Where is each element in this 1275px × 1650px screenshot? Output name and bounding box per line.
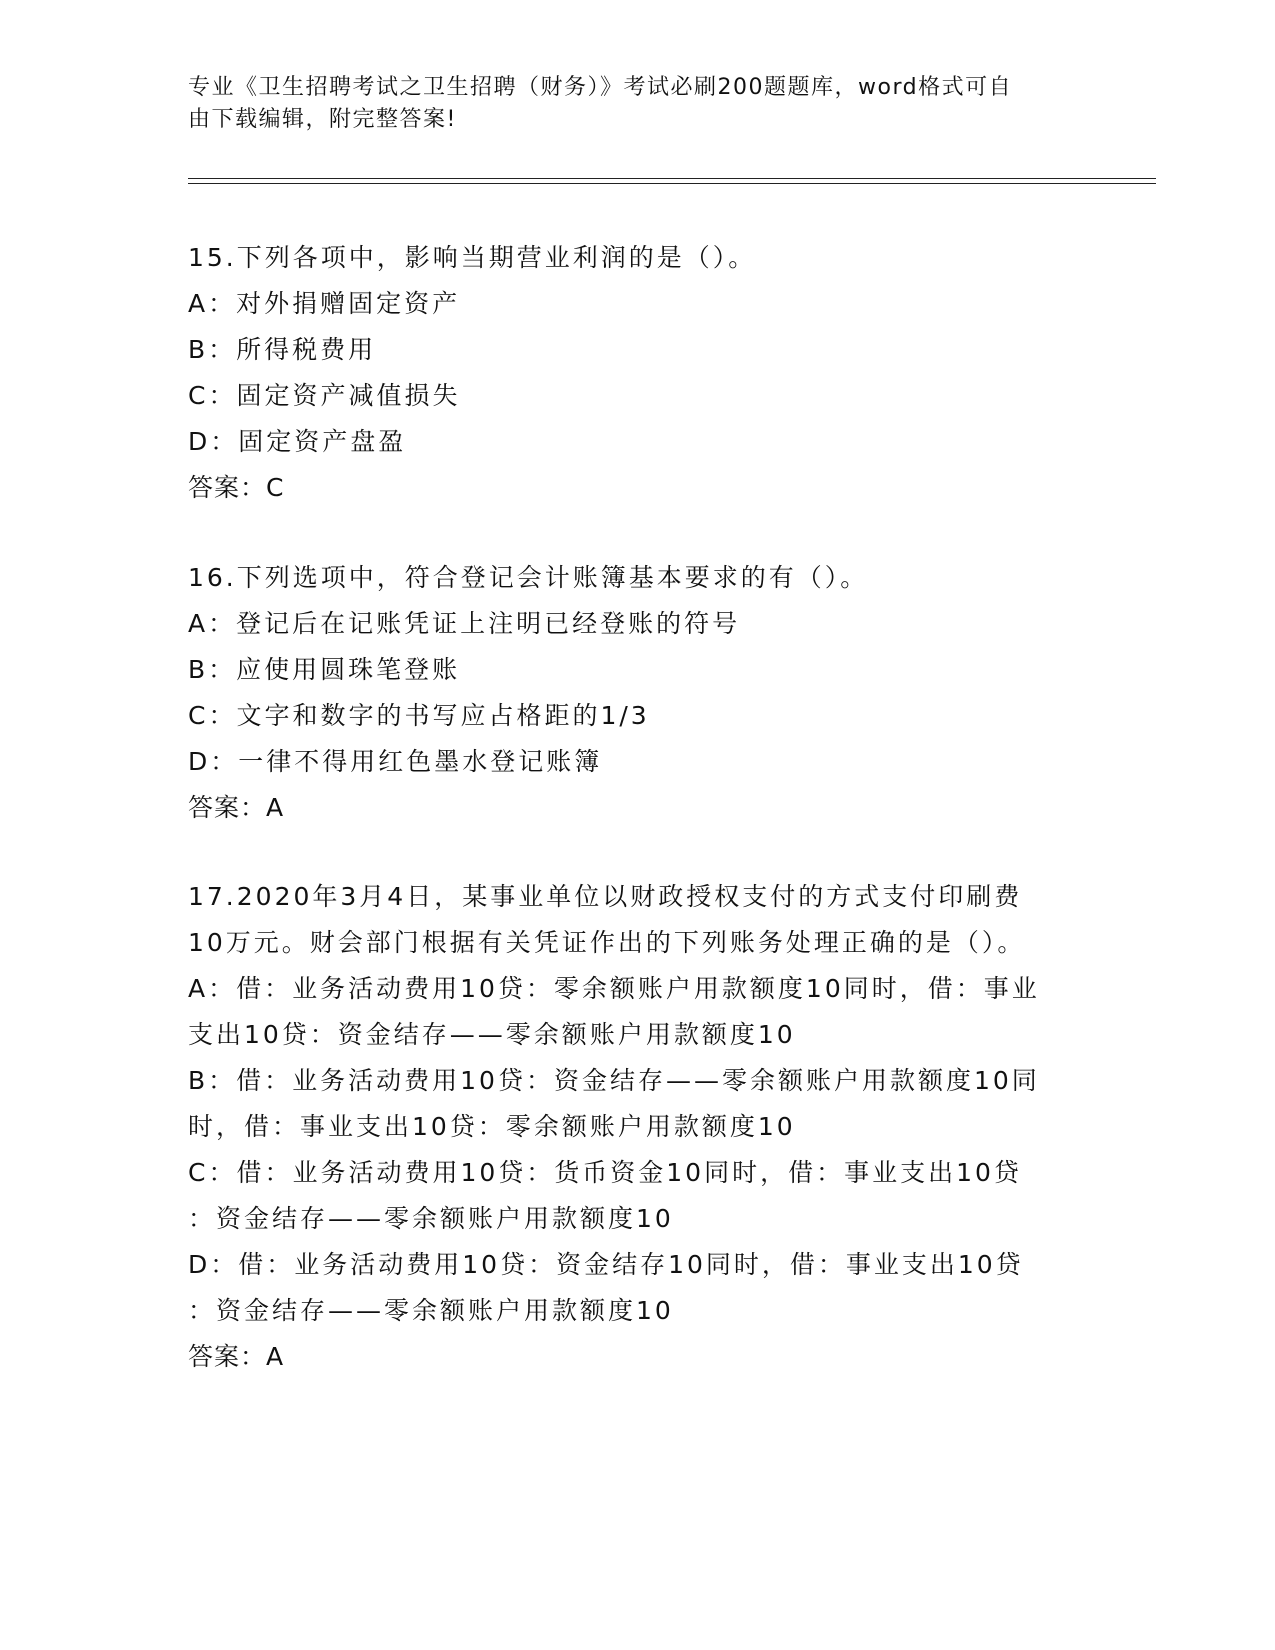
option-b: B：所得税费用 [188, 335, 377, 364]
option-d: D：固定资产盘盈 [188, 427, 407, 456]
option-a: A：登记后在记账凭证上注明已经登账的符号 [188, 609, 741, 638]
question-stem-line-1: 17.2020年3月4日，某事业单位以财政授权支付的方式支付印刷费 [188, 882, 1023, 911]
option-d: D：一律不得用红色墨水登记账簿 [188, 747, 603, 776]
option-b: B：应使用圆珠笔登账 [188, 655, 461, 684]
question-stem-line-2: 10万元。财会部门根据有关凭证作出的下列账务处理正确的是（）。 [188, 928, 1026, 957]
question-stem: 16.下列选项中，符合登记会计账簿基本要求的有（）。 [188, 563, 869, 592]
header-divider-bottom [188, 183, 1156, 184]
option-a-line-1: A：借：业务活动费用10贷：零余额账户用款额度10同时，借：事业 [188, 974, 1040, 1003]
option-a: A：对外捐赠固定资产 [188, 289, 461, 318]
option-d-line-1: D：借：业务活动费用10贷：资金结存10同时，借：事业支出10贷 [188, 1250, 1024, 1279]
option-b-line-1: B：借：业务活动费用10贷：资金结存——零余额账户用款额度10同 [188, 1066, 1040, 1095]
option-c: C：固定资产减值损失 [188, 381, 461, 410]
option-c-line-1: C：借：业务活动费用10贷：货币资金10同时，借：事业支出10贷 [188, 1158, 1022, 1187]
document-header [188, 72, 1068, 136]
header-line-1: 专业《卫生招聘考试之卫生招聘（财务）》考试必刷200题题库，word格式可自 [188, 75, 1013, 100]
question-16 [188, 555, 1088, 831]
option-b-line-2: 时，借：事业支出10贷：零余额账户用款额度10 [188, 1112, 796, 1141]
option-d-line-2: ：资金结存——零余额账户用款额度10 [188, 1296, 674, 1325]
header-line-2: 由下载编辑，附完整答案! [188, 107, 457, 132]
header-divider-top [188, 178, 1156, 179]
answer: 答案：A [188, 793, 285, 822]
question-stem: 15.下列各项中，影响当期营业利润的是（）。 [188, 243, 757, 272]
option-c-line-2: ：资金结存——零余额账户用款额度10 [188, 1204, 674, 1233]
option-c: C：文字和数字的书写应占格距的1/3 [188, 701, 650, 730]
answer: 答案：A [188, 1342, 285, 1371]
question-15 [188, 235, 1088, 511]
question-17 [188, 874, 1088, 1380]
answer: 答案：C [188, 473, 285, 502]
option-a-line-2: 支出10贷：资金结存——零余额账户用款额度10 [188, 1020, 796, 1049]
